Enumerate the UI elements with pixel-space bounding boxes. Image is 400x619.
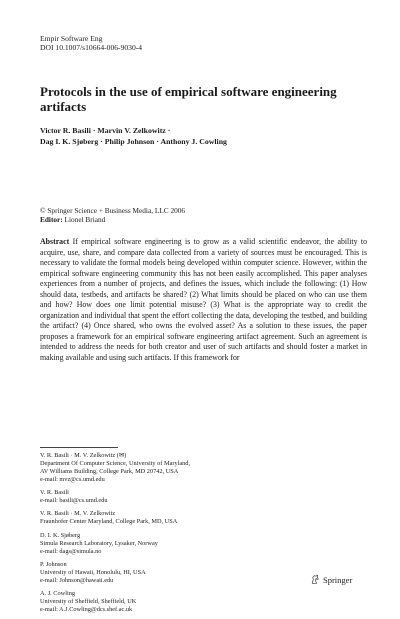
copyright-notice [40,206,185,224]
footnote-rule [40,447,118,448]
affiliation-line: e-mail: A.J.Cowling@dcs.shef.ac.uk [40,606,133,613]
title-line-1: Protocols in the use of empirical software engineering [40,84,337,99]
copyright-text: Springer Science + Business Media, LLC 2006 [47,206,186,215]
journal-header [40,34,142,52]
affiliation-line: Fraunhofer Center Maryland, College Park, MD, USA [40,518,178,526]
affiliation-entry [40,561,190,585]
affiliation-line: V. R. Basili [40,489,69,497]
affiliation-entry [40,510,190,526]
affiliation-line: e-mail: Johnson@hawaii.edu [40,576,114,584]
abstract [40,237,367,364]
title-line-2: artifacts [40,99,87,114]
affiliation-line: e-mail: mvz@cs.umd.edu [40,475,105,483]
journal-name: Empir Software Eng [40,34,103,43]
abstract-label: Abstract [40,237,70,246]
affiliation-line: V. R. Basili · M. V. Zelkowitz (✉) [40,452,127,459]
affiliation-line: Simula Research Laboratory, Lysaker, Norway [40,539,158,547]
affiliation-line: University of Sheffield, Sheffield, UK [40,598,137,606]
affiliation-line: AV Williams Building, College Park, MD 20742, USA [40,467,179,475]
authors-line-2: Dag I. K. Sjøberg · Philip Johnson · Anthony J. Cowling [40,137,227,146]
affiliation-entry [40,532,190,556]
affiliation-line: University of Hawaii, Honolulu, HI, USA [40,568,146,576]
affiliation-line: A. J. Cowling [40,590,75,598]
editor-name: Lionel Briand [64,215,106,224]
abstract-text: If empirical software engineering is to grow as a valid scientific endeavor, the ability to acquire, use, share, and compare data collected from a variety of sources must be encouraged. This is necessary to validate the formal models being developed within computer science. However, within the empirical software engineering community this has not been easily accomplished. This paper analyses experiences from a number of projects, and defines the issues, which include the following: (1) How should data, testbeds, and artifacts be shared? (2) What limits should be placed on who can use them and how? How does one limit potential misuse? (3) What is the appropriate way to credit the organization and individual that spent the effort collecting the data, developing the testbed, and building the artifact? (4) Once shared, who owns the evolved asset? As a solution to these issues, the paper proposes a framework for an empirical software engineering artifact agreement. Such an agreement is intended to address the needs for both creator and user of such artifacts and should foster a market in making available and using such artifacts. If this framework for [40,237,368,363]
affiliation-line: Department Of Computer Science, University of Maryland, [40,459,191,467]
affiliation-line: e-mail: basili@cs.umd.edu [40,497,108,505]
affiliation-entry [40,590,190,614]
affiliations [40,452,190,619]
editor-label: Editor: [40,215,63,224]
affiliation-line: e-mail: dags@simula.no [40,547,102,555]
affiliation-line: V. R. Basili · M. V. Zelkowitz [40,510,116,518]
publisher-name: Springer [323,574,353,585]
affiliation-entry [40,489,190,505]
springer-horse-icon [310,574,321,585]
springer-logo [310,574,352,585]
authors-line-1: Victor R. Basili · Marvin V. Zelkowitz · [40,126,171,135]
paper-title [40,84,340,114]
affiliation-line: D. I. K. Sjøberg [40,531,81,539]
doi: DOI 10.1007/s10664-006-9030-4 [40,43,143,52]
copyright-icon: © [40,206,46,215]
affiliation-line: P. Johnson [40,560,67,568]
author-list [40,125,227,147]
affiliation-entry [40,452,190,484]
